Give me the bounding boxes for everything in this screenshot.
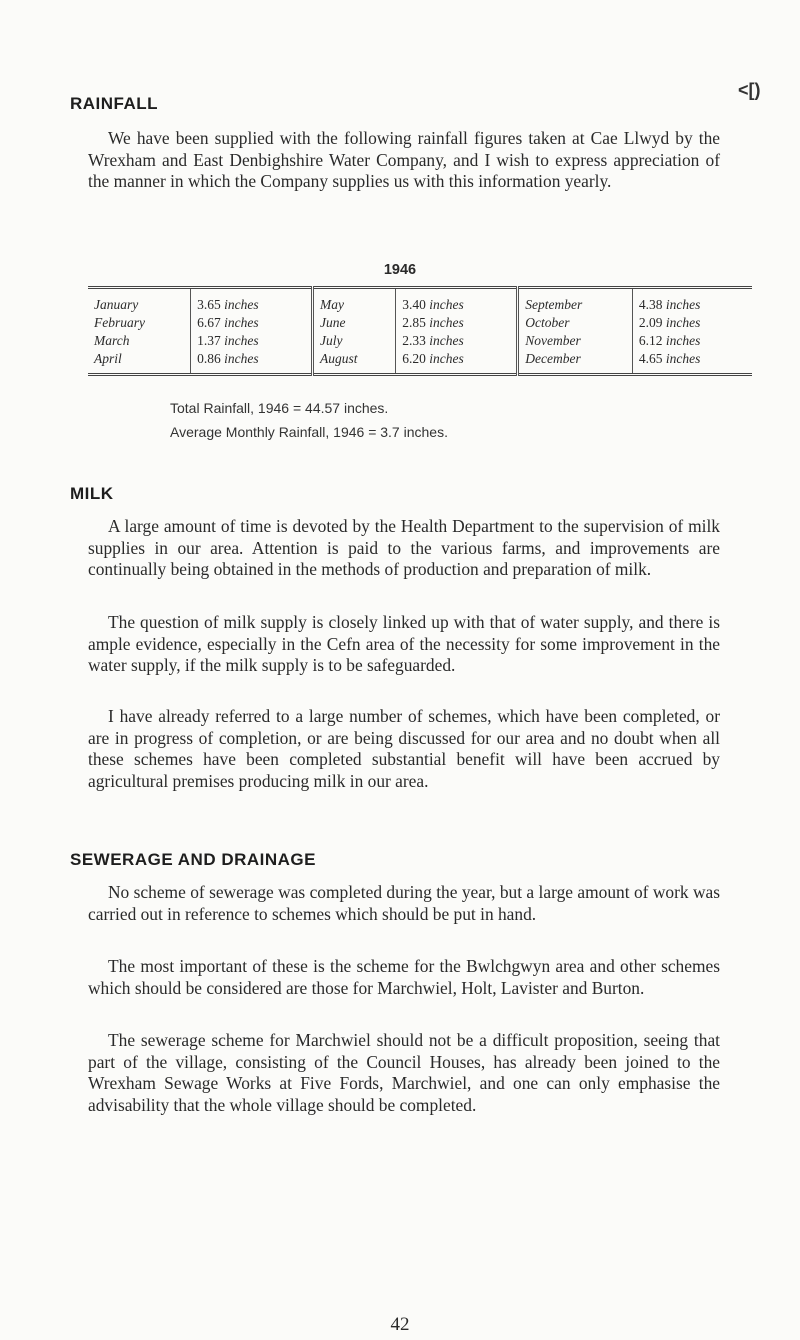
sewerage-paragraph-3: The sewerage scheme for Marchwiel should not be a difficult proposition, seeing that part of the village, consisting of the Council Houses, has already been joined to the Wrexham Sewage Works at Five Fords, Marchwiel, and one can only emphasise the advisability that the whole village should be completed. <box>88 1030 720 1115</box>
rainfall-value: 3.40 inches <box>396 288 518 314</box>
rainfall-value: 0.86 inches <box>191 349 313 375</box>
month-label: April <box>88 349 191 375</box>
rainfall-intro: We have been supplied with the following rainfall figures taken at Cae Llwyd by the Wrexham and East Denbighshire Water Company, and I wish to express appreciation of the manner in which the Company supplies us with this information yearly. <box>88 128 720 191</box>
table-row <box>88 288 752 314</box>
month-label: October <box>518 313 633 331</box>
page-number: 42 <box>390 1314 410 1335</box>
month-label: July <box>313 331 396 349</box>
month-label: August <box>313 349 396 375</box>
milk-paragraph-1: A large amount of time is devoted by the Health Department to the supervision of milk supplies in our area. Attention is paid to the various farms, and improvements are continually being obtained in the methods of production and preparation of milk. <box>88 516 720 579</box>
rainfall-value: 6.12 inches <box>638 332 701 348</box>
month-label: December <box>518 349 633 375</box>
rainfall-value: 4.38 inches <box>638 296 701 312</box>
rainfall-value: 4.65 inches <box>638 350 701 366</box>
rainfall-value: 6.20 inches <box>396 349 518 375</box>
month-label: March <box>88 331 191 349</box>
table-row <box>88 331 752 349</box>
sewerage-paragraph-2: The most important of these is the scheme for the Bwlchgwyn area and other schemes which should be considered are those for Marchwiel, Holt, Lavister and Burton. <box>88 956 720 998</box>
sewerage-paragraph-1: No scheme of sewerage was completed during the year, but a large amount of work was carried out in reference to schemes which should be put in hand. <box>88 882 720 924</box>
rainfall-value: 3.65 inches <box>191 288 313 314</box>
month-label: January <box>88 288 191 314</box>
rainfall-value: 2.09 inches <box>638 314 701 330</box>
milk-paragraph-3: I have already referred to a large number of schemes, which have been completed, or are in progress of completion, or are being discussed for our area and no doubt when all these schemes have been completed substantial benefit will have been accrued by agricultural premises producing milk in our area. <box>88 706 720 791</box>
table-row <box>88 349 752 375</box>
rainfall-value: 2.85 inches <box>396 313 518 331</box>
rainfall-value: 2.33 inches <box>396 331 518 349</box>
table-row <box>88 313 752 331</box>
rainfall-heading: RAINFALL <box>70 94 159 113</box>
month-label: November <box>518 331 633 349</box>
month-label: May <box>313 288 396 314</box>
month-label: February <box>88 313 191 331</box>
rainfall-year: 1946 <box>383 262 417 278</box>
rainfall-value: 6.67 inches <box>191 313 313 331</box>
month-label: June <box>313 313 396 331</box>
milk-paragraph-2: The question of milk supply is closely linked up with that of water supply, and there is ample evidence, especially in the Cefn area of the necessity for some improvement in the water supply, if the milk supply is to be safeguarded. <box>88 612 720 675</box>
corner-mark: <[) <box>738 80 761 100</box>
milk-heading: MILK <box>70 484 114 503</box>
sewerage-heading: SEWERAGE AND DRAINAGE <box>70 850 316 869</box>
month-label: September <box>518 288 633 314</box>
average-rainfall: Average Monthly Rainfall, 1946 = 3.7 inches. <box>170 424 448 440</box>
total-rainfall: Total Rainfall, 1946 = 44.57 inches. <box>170 400 389 416</box>
rainfall-value: 1.37 inches <box>191 331 313 349</box>
rainfall-table <box>88 286 752 376</box>
